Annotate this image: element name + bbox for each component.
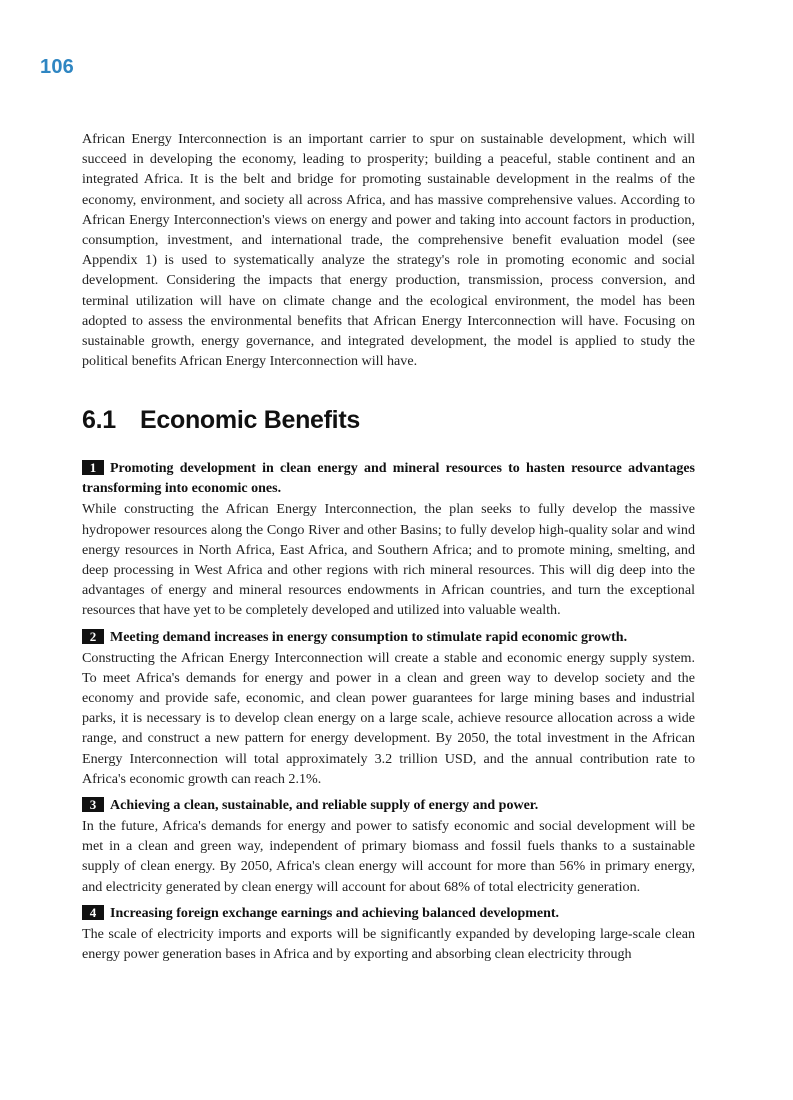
subsection-body: Constructing the African Energy Interconnection will create a stable and economic energy supply system. To meet Africa's demands for energy and power in a clean and green way to develop society and the economy and provide safe, economic, and clean power guarantees for large mining bases and industrial parks, it is necessary is to develop clean energy on a large scale, achieve resource allocation across a wide range, and construct a new pattern for energy development. By 2050, the total investment in the African Energy Interconnection will total approximately 3.2 trillion USD, and the annual contribution rate to Africa's economic growth can reach 2.1%. [82,649,695,787]
subsection-2 [82,628,695,789]
subsection-heading-text: Promoting development in clean energy and mineral resources to hasten resource advantages transforming into economic ones. [82,461,695,497]
subsection-number-badge: 3 [82,797,104,812]
subsection-4 [82,904,695,964]
page-number: 106 [40,56,74,78]
section-title [82,405,695,435]
subsection-heading [82,904,695,924]
subsection-body: In the future, Africa's demands for energy and power to satisfy economic and social development will be met in a clean and green way, independent of primary biomass and fossil fuels thanks to a sustainable supply of clean energy. By 2050, Africa's clean energy will account for more than 56% in primary energy, and electricity generated by clean energy will account for about 68% of total electricity generation. [82,818,695,895]
subsection-heading [82,796,695,816]
subsection-1 [82,459,695,620]
subsection-heading-text: Meeting demand increases in energy consumption to stimulate rapid economic growth. [110,629,628,645]
section-title-text: Economic Benefits [140,406,360,435]
subsection-number-badge: 4 [82,905,104,920]
subsection-number-badge: 2 [82,629,104,644]
section-number: 6.1 [82,406,116,435]
subsection-heading [82,628,695,648]
subsection-heading-text: Achieving a clean, sustainable, and reliable supply of energy and power. [110,798,539,814]
intro-paragraph: African Energy Interconnection is an important carrier to spur on sustainable development, which will succeed in developing the economy, leading to prosperity; building a peaceful, stable continent and an integrated Africa. It is the belt and bridge for promoting sustainable development in the realms of the economy, environment, and society all across Africa, and has massive comprehensive values. According to African Energy Interconnection's views on energy and power and taking into account factors in production, consumption, investment, and international trade, the comprehensive benefit evaluation model (see Appendix 1) is used to systematically analyze the strategy's role in promoting economic and social development. Considering the impacts that energy production, transmission, process conversion, and terminal utilization will have on climate change and the ecological environment, the model has been adopted to assess the environmental benefits that African Energy Interconnection will have. Focusing on sustainable growth, energy governance, and integrated development, the model is applied to study the political benefits African Energy Interconnection will have. [82,131,695,370]
subsection-heading [82,459,695,499]
subsection-body: While constructing the African Energy Interconnection, the plan seeks to fully develop the massive hydropower resources along the Congo River and other Basins; to fully develop high-quality solar and wind energy resources in North Africa, East Africa, and Southern Africa; and to promote mining, smelting, and deep processing in West Africa and other regions with rich mineral resources. This will dig deep into the advantages of energy and mineral resources endowments in African countries, and turn the exceptional resources that have yet to be completely developed and utilized into valuable wealth. [82,501,695,619]
subsection-3 [82,796,695,897]
subsection-body: The scale of electricity imports and exports will be significantly expanded by developing large-scale clean energy power generation bases in Africa and by exporting and absorbing clean electricity through [82,925,695,963]
page-content [82,129,695,971]
subsection-number-badge: 1 [82,460,104,475]
subsection-heading-text: Increasing foreign exchange earnings and achieving balanced development. [110,905,560,921]
